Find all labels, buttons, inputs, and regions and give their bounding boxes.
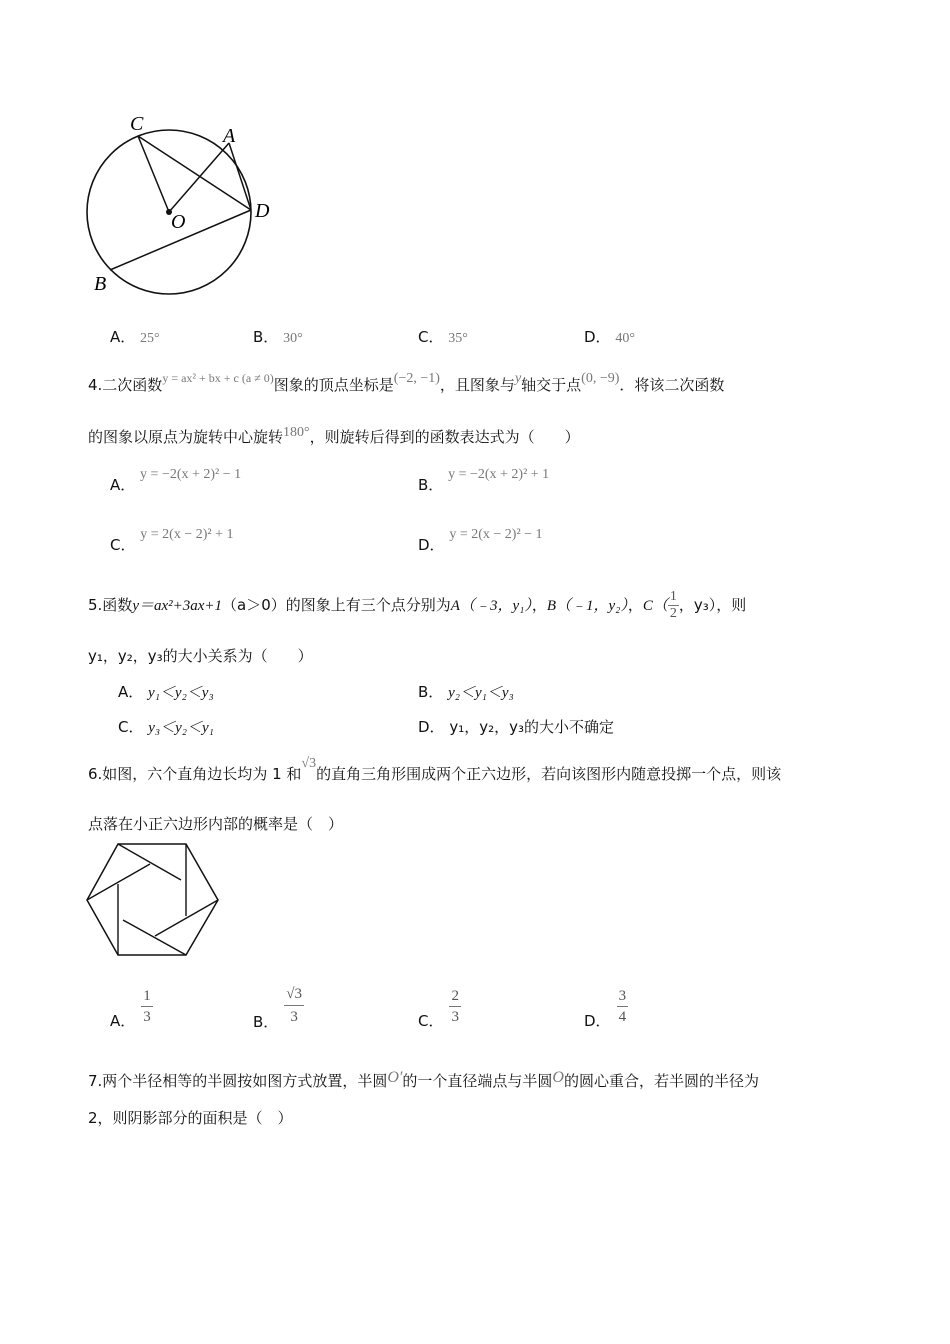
q6-line2: 点落在小正六边形内部的概率是（ ） bbox=[88, 815, 344, 833]
q6-option-d[interactable]: D． $\frac{3}{4}$ bbox=[584, 988, 627, 1030]
label-O: O bbox=[171, 211, 186, 233]
q4-option-d[interactable]: D． y = 2(x − 2)² − 1 bbox=[418, 527, 543, 554]
q7-line1: 7.两个半径相等的半圆按如图方式放置，半圆O′的一个直径端点与半圆O的圆心重合，若半圆的半径为 bbox=[88, 1069, 759, 1090]
hex-edge-4 bbox=[123, 920, 186, 955]
circle-figure bbox=[80, 110, 280, 305]
q4-option-c[interactable]: C． y = 2(x − 2)² + 1 bbox=[110, 527, 234, 554]
label-A: A bbox=[223, 125, 236, 147]
q5-option-b[interactable]: B． y₂＜y₁＜y₃ bbox=[418, 683, 514, 701]
label-C: C bbox=[130, 113, 144, 135]
segment-AD bbox=[229, 143, 251, 210]
q6-option-c[interactable]: C． $\frac{2}{3}$ bbox=[418, 988, 459, 1030]
segment-AO bbox=[169, 143, 229, 212]
q5-option-d[interactable]: D． y₁，y₂，y₃的大小不确定 bbox=[418, 718, 615, 736]
q5-option-a[interactable]: A． y₁＜y₂＜y₃ bbox=[118, 683, 214, 701]
q3-option-a[interactable]: A． 25° bbox=[110, 328, 160, 346]
q5-line2: y₁，y₂，y₃的大小关系为（ ） bbox=[88, 647, 313, 665]
label-B: B bbox=[94, 273, 107, 295]
q3-option-c[interactable]: C． 35° bbox=[418, 328, 468, 346]
q6-option-b[interactable]: B． $\frac{√3}{3}$ bbox=[253, 983, 304, 1028]
q4-line1: 4.二次函数$^{y = ax^2 + bx + c (a \ne 0)}$图象的顶点坐标是(−2, −1)，且图象与y轴交于点(0, −9)．将该二次函数 bbox=[88, 371, 725, 394]
q5-fraction: $\frac{1}{2}$ bbox=[669, 589, 677, 621]
segment-CO bbox=[138, 136, 169, 212]
hex-edge-1 bbox=[118, 844, 181, 880]
q3-option-b[interactable]: B． 30° bbox=[253, 328, 303, 346]
q4-line2: 的图象以原点为旋转中心旋转180°，则旋转后得到的函数表达式为（ ） bbox=[88, 425, 580, 446]
q7-line2: 2，则阴影部分的面积是（ ） bbox=[88, 1109, 293, 1127]
q6-line1: 6.如图，六个直角边长均为 1 和√3的直角三角形围成两个正六边形，若向该图形内随意投掷一个点，则该 bbox=[88, 756, 782, 783]
q4-option-a[interactable]: A． y = −2(x + 2)² − 1 bbox=[110, 467, 242, 494]
hexagon-figure bbox=[84, 840, 222, 960]
q4-option-b[interactable]: B． y = −2(x + 2)² + 1 bbox=[418, 467, 550, 494]
q3-option-d[interactable]: D． 40° bbox=[584, 328, 635, 346]
segment-CD bbox=[138, 136, 251, 210]
outer-hexagon bbox=[87, 844, 218, 955]
q5-option-c[interactable]: C． y₃＜y₂＜y₁ bbox=[118, 718, 214, 736]
q5-line1: 5.函数y＝ax²+3ax+1（a＞0）的图象上有三个点分别为A（﹣3，y₁），B（﹣1，y₂），C（ $\frac{1}{2}$ ，y₃），则 bbox=[88, 589, 747, 621]
q6-option-a[interactable]: A． $\frac{1}{3}$ bbox=[110, 988, 151, 1030]
label-D: D bbox=[255, 200, 270, 222]
